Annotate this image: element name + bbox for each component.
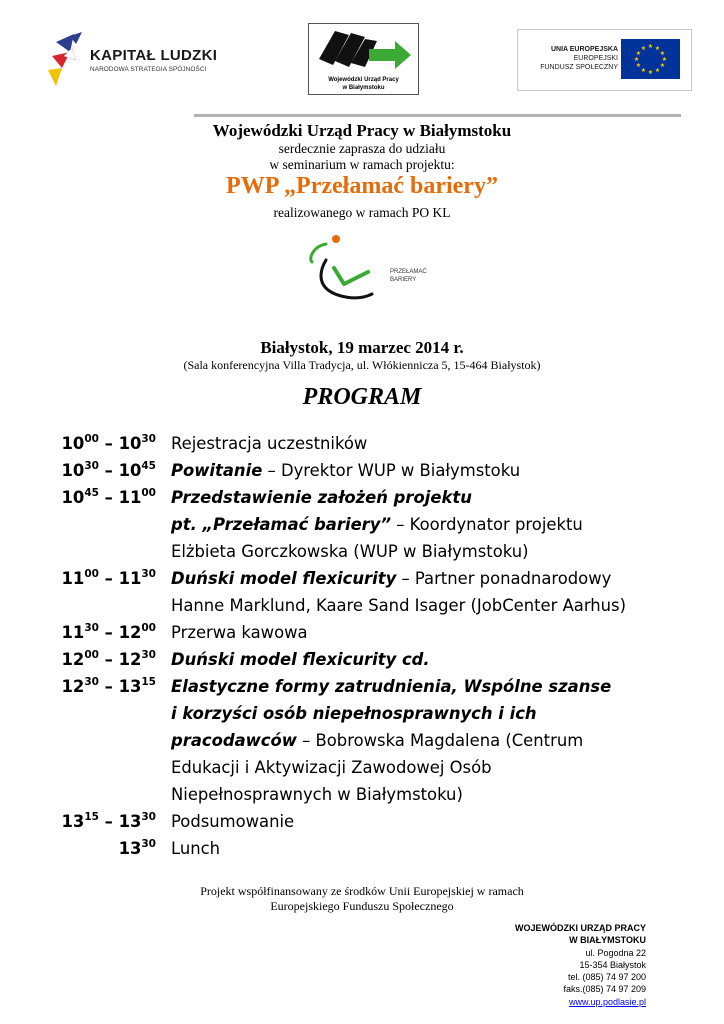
eu-line1: UNIA EUROPEJSKA bbox=[550, 46, 618, 53]
time-start-hour: 12 bbox=[61, 650, 85, 669]
program-row bbox=[0, 650, 724, 677]
program-text: – Bobrowska Magdalena (Centrum bbox=[296, 731, 584, 750]
svg-text:★: ★ bbox=[647, 43, 654, 50]
wup-caption-line1: Wojewódzki Urząd Pracy bbox=[328, 77, 399, 83]
address-name-line2: W BIAŁYMSTOKU bbox=[569, 935, 646, 946]
program-text: Niepełnosprawnych w Białymstoku) bbox=[171, 785, 463, 804]
time-end-minutes: 00 bbox=[141, 621, 156, 634]
program-emphasis: Powitanie bbox=[171, 461, 263, 480]
figure-checkmark-icon bbox=[306, 232, 386, 312]
program-text: Edukacji i Aktywizacji Zawodowej Osób bbox=[171, 758, 492, 777]
time-start-minutes: 30 bbox=[84, 621, 99, 634]
program-description bbox=[171, 569, 611, 588]
program-row bbox=[0, 434, 724, 461]
program-description bbox=[171, 623, 308, 642]
przelamac-bariery-logo-text bbox=[390, 268, 427, 284]
address-street: ul. Pogodna 22 bbox=[585, 947, 646, 958]
project-name: PWP „Przełamać bariery” bbox=[226, 173, 498, 199]
time-end-hour: 11 bbox=[118, 488, 142, 507]
header-separator bbox=[194, 114, 681, 117]
svg-text:★: ★ bbox=[661, 56, 668, 63]
program-text: – Koordynator projektu bbox=[391, 515, 583, 534]
time-start-minutes: 15 bbox=[84, 810, 99, 823]
cofinancing-note bbox=[0, 884, 724, 914]
program-time bbox=[0, 434, 156, 453]
logo-text-line1: PRZEŁAMAĆ bbox=[390, 269, 427, 275]
program-description bbox=[171, 542, 529, 561]
svg-text:★: ★ bbox=[640, 67, 647, 74]
time-start-minutes: 30 bbox=[141, 837, 156, 850]
time-start-minutes: 00 bbox=[84, 648, 99, 661]
program-row bbox=[0, 488, 724, 515]
time-dash: – bbox=[98, 623, 119, 642]
time-start-hour: 11 bbox=[61, 569, 85, 588]
time-dash: – bbox=[98, 677, 119, 696]
eu-line3: FUNDUSZ SPOŁECZNY bbox=[540, 64, 618, 71]
program-row bbox=[0, 731, 724, 758]
program-text: Przerwa kawowa bbox=[171, 623, 308, 642]
program-row bbox=[0, 758, 724, 785]
svg-text:★: ★ bbox=[633, 56, 640, 63]
program-row bbox=[0, 461, 724, 488]
time-end-minutes: 00 bbox=[141, 486, 156, 499]
program-description bbox=[171, 812, 294, 831]
time-start-hour: 10 bbox=[61, 488, 85, 507]
eu-flag-icon bbox=[621, 39, 680, 79]
kapital-ludzki-subtitle: NARODOWA STRATEGIA SPÓJNOŚCI bbox=[90, 66, 207, 73]
program-description bbox=[171, 677, 611, 696]
program-description bbox=[171, 596, 626, 615]
program-row bbox=[0, 677, 724, 704]
program-description bbox=[171, 488, 472, 507]
logo-text-line2: BARIERY bbox=[390, 277, 417, 283]
time-start-minutes: 00 bbox=[84, 432, 99, 445]
przelamac-bariery-logo bbox=[306, 232, 436, 312]
program-time bbox=[0, 650, 156, 669]
program-text: Rejestracja uczestników bbox=[171, 434, 368, 453]
program-description bbox=[171, 434, 367, 453]
svg-text:★: ★ bbox=[659, 62, 666, 69]
time-start-hour: 13 bbox=[118, 839, 142, 858]
invite-line1: serdecznie zaprasza do udziału bbox=[278, 141, 446, 156]
program-time bbox=[0, 488, 156, 507]
time-end-minutes: 30 bbox=[141, 648, 156, 661]
program-emphasis: pracodawców bbox=[171, 731, 297, 750]
time-start-minutes: 00 bbox=[84, 567, 99, 580]
contact-address bbox=[426, 922, 646, 1008]
program-emphasis: Elastyczne formy zatrudnienia, Wspólne szanse bbox=[171, 677, 612, 696]
program-emphasis: i korzyści osób niepełnosprawnych i ich bbox=[171, 704, 537, 723]
wup-arrow-icon bbox=[315, 27, 413, 72]
program-row bbox=[0, 623, 724, 650]
program-row bbox=[0, 515, 724, 542]
program-row bbox=[0, 542, 724, 569]
program-description bbox=[171, 461, 520, 480]
program-text: Hanne Marklund, Kaare Sand Isager (JobCenter Aarhus) bbox=[171, 596, 626, 615]
time-end-minutes: 30 bbox=[141, 810, 156, 823]
program-heading: PROGRAM bbox=[302, 384, 422, 410]
eu-logo bbox=[517, 29, 692, 91]
eu-line2: EUROPEJSKI bbox=[573, 55, 618, 62]
kapital-ludzki-logo bbox=[46, 30, 226, 90]
address-fax: faks.(085) 74 97 209 bbox=[563, 984, 646, 995]
time-end-minutes: 30 bbox=[141, 567, 156, 580]
time-end-hour: 13 bbox=[118, 677, 142, 696]
program-emphasis: Przedstawienie założeń projektu bbox=[171, 488, 472, 507]
time-end-minutes: 30 bbox=[141, 432, 156, 445]
svg-text:★: ★ bbox=[635, 50, 642, 57]
time-end-minutes: 45 bbox=[141, 459, 156, 472]
program-row bbox=[0, 704, 724, 731]
program-description bbox=[171, 758, 492, 777]
address-tel: tel. (085) 74 97 200 bbox=[567, 972, 646, 983]
program-emphasis: Duński model flexicurity bbox=[171, 569, 397, 588]
svg-text:★: ★ bbox=[659, 50, 666, 57]
realized-line: realizowanego w ramach PO KL bbox=[273, 205, 451, 220]
eu-text bbox=[540, 45, 618, 72]
program-emphasis: pt. „Przełamać bariery” bbox=[171, 515, 392, 534]
cofinancing-line2: Europejskiego Funduszu Społecznego bbox=[270, 899, 454, 913]
program-row bbox=[0, 839, 724, 866]
time-start-hour: 10 bbox=[61, 461, 85, 480]
address-city: 15-354 Białystok bbox=[579, 959, 646, 970]
time-end-minutes: 15 bbox=[141, 675, 156, 688]
time-start-hour: 10 bbox=[61, 434, 85, 453]
program-description bbox=[171, 785, 463, 804]
program-description bbox=[171, 839, 220, 858]
time-end-hour: 12 bbox=[118, 623, 142, 642]
program-time bbox=[0, 461, 156, 480]
program-text: – Dyrektor WUP w Białymstoku bbox=[262, 461, 521, 480]
program-text: Podsumowanie bbox=[171, 812, 295, 831]
time-dash: – bbox=[98, 812, 119, 831]
time-end-hour: 11 bbox=[118, 569, 142, 588]
kapital-ludzki-star-icon bbox=[46, 30, 88, 88]
svg-text:★: ★ bbox=[640, 45, 647, 52]
program-row bbox=[0, 785, 724, 812]
svg-text:★: ★ bbox=[647, 69, 654, 76]
time-end-hour: 13 bbox=[118, 812, 142, 831]
program-row bbox=[0, 569, 724, 596]
program-description bbox=[171, 650, 430, 669]
svg-text:★: ★ bbox=[654, 67, 661, 74]
program-description bbox=[171, 704, 537, 723]
time-dash: – bbox=[98, 488, 119, 507]
svg-text:★: ★ bbox=[635, 62, 642, 69]
time-start-minutes: 45 bbox=[84, 486, 99, 499]
time-start-minutes: 30 bbox=[84, 675, 99, 688]
program-description bbox=[171, 731, 583, 750]
website-link[interactable]: www.up.podlasie.pl bbox=[568, 996, 646, 1007]
time-end-hour: 10 bbox=[118, 434, 142, 453]
svg-text:★: ★ bbox=[654, 45, 661, 52]
time-start-hour: 13 bbox=[61, 812, 85, 831]
program-time bbox=[0, 623, 156, 642]
address-name-line1: WOJEWÓDZKI URZĄD PRACY bbox=[515, 923, 646, 933]
program-time bbox=[0, 812, 156, 831]
time-start-hour: 12 bbox=[61, 677, 85, 696]
organizer-heading: Wojewódzki Urząd Pracy w Białymstoku bbox=[212, 121, 512, 140]
program-description bbox=[171, 515, 583, 534]
invite-line2: w seminarium w ramach projektu: bbox=[269, 157, 455, 172]
time-dash: – bbox=[98, 461, 119, 480]
wup-caption-line2: w Białymstoku bbox=[342, 85, 385, 91]
program-time bbox=[0, 839, 156, 858]
program-list bbox=[0, 434, 724, 874]
kapital-ludzki-title: KAPITAŁ LUDZKI bbox=[90, 47, 218, 64]
time-dash: – bbox=[98, 650, 119, 669]
program-text: Lunch bbox=[171, 839, 221, 858]
time-start-minutes: 30 bbox=[84, 459, 99, 472]
program-text: Elżbieta Gorczkowska (WUP w Białymstoku) bbox=[171, 542, 529, 561]
time-end-hour: 10 bbox=[118, 461, 142, 480]
program-row bbox=[0, 596, 724, 623]
program-time bbox=[0, 677, 156, 696]
cofinancing-line1: Projekt współfinansowany ze środków Unii Europejskiej w ramach bbox=[200, 884, 524, 898]
program-emphasis: Duński model flexicurity cd. bbox=[171, 650, 430, 669]
program-text: – Partner ponadnarodowy bbox=[396, 569, 612, 588]
time-dash: – bbox=[98, 569, 119, 588]
time-start-hour: 11 bbox=[61, 623, 85, 642]
time-dash: – bbox=[98, 434, 119, 453]
wup-logo bbox=[308, 23, 419, 95]
event-date: Białystok, 19 marzec 2014 r. bbox=[260, 338, 464, 357]
time-end-hour: 12 bbox=[118, 650, 142, 669]
program-time bbox=[0, 569, 156, 588]
event-venue: (Sala konferencyjna Villa Tradycja, ul. Włókiennicza 5, 15-464 Białystok) bbox=[183, 358, 541, 372]
program-row bbox=[0, 812, 724, 839]
